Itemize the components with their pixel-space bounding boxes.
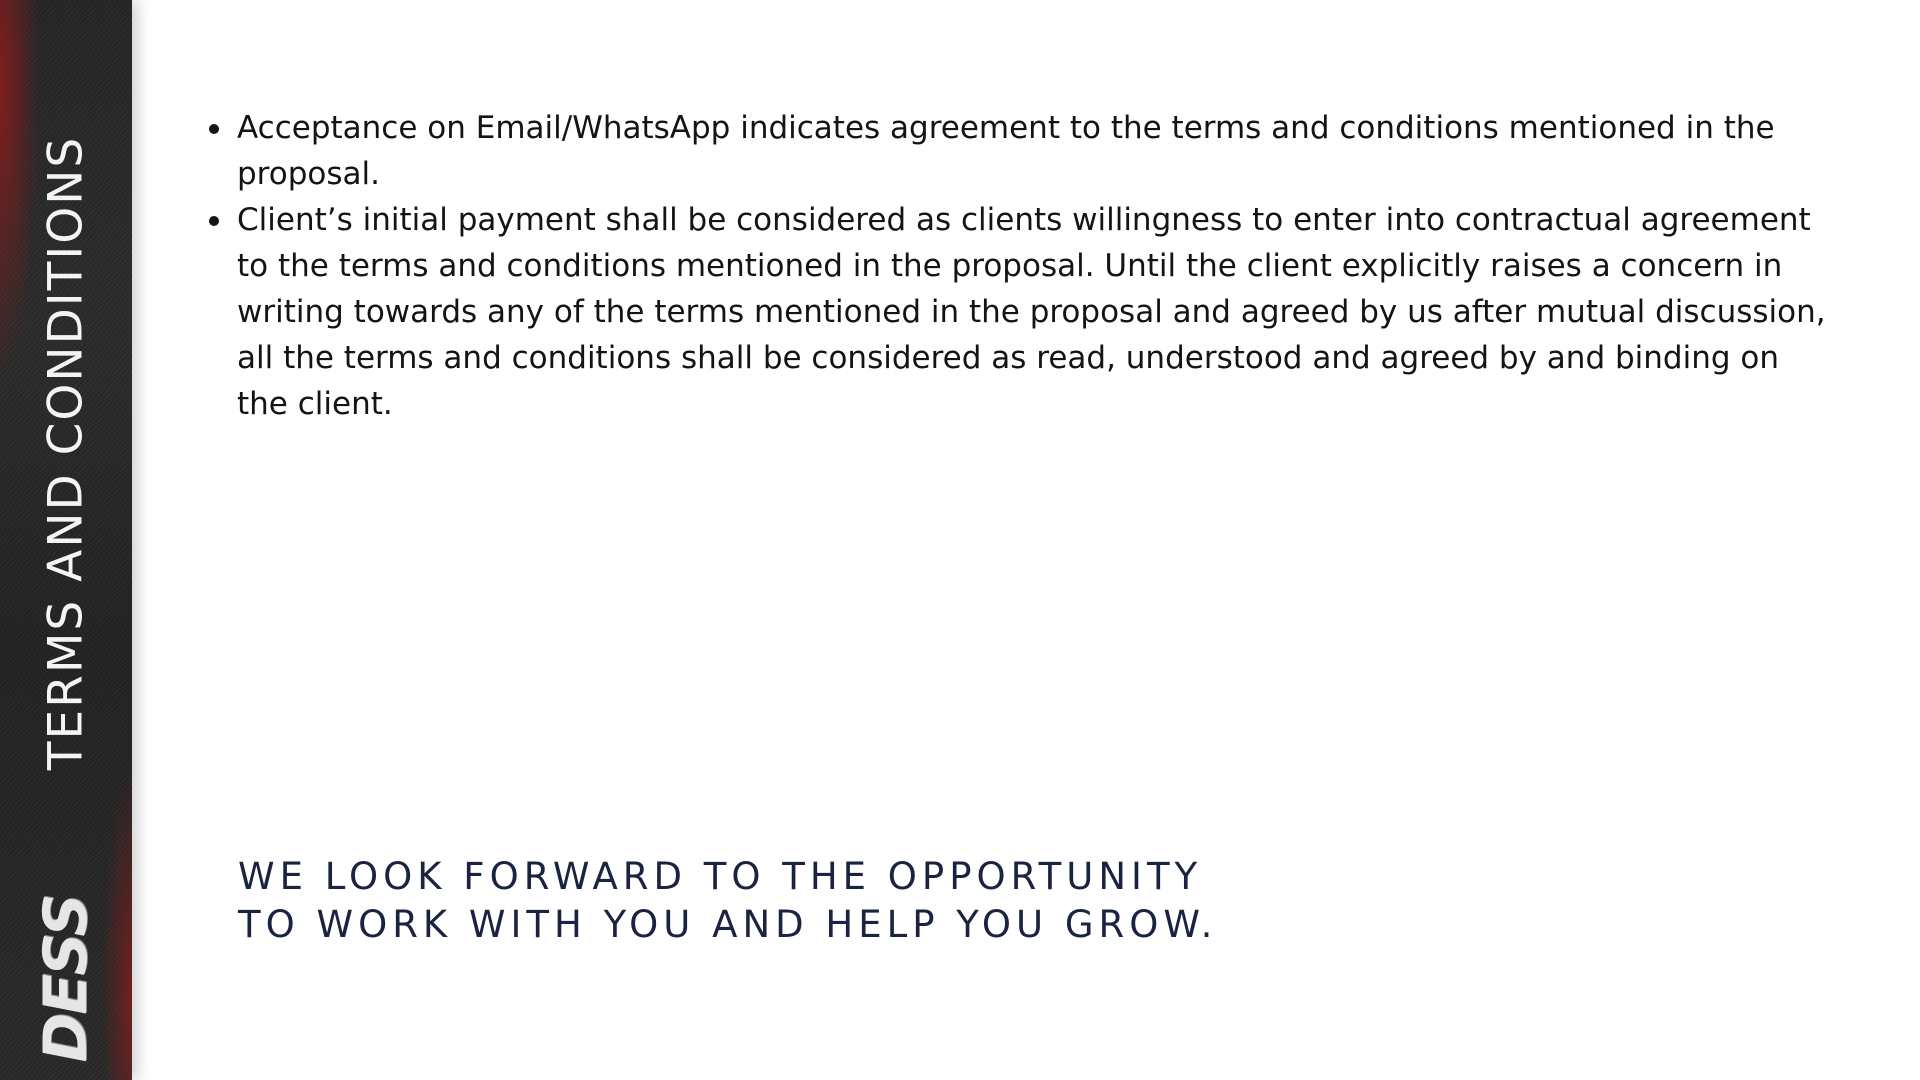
closing-line-1: WE LOOK FORWARD TO THE OPPORTUNITY — [238, 855, 1203, 898]
terms-list-item — [206, 105, 1826, 197]
sidebar — [0, 0, 132, 1080]
closing-line-2: TO WORK WITH YOU AND HELP YOU GROW. — [238, 903, 1218, 946]
brand-logo: DESS — [31, 895, 101, 1063]
terms-list-item — [206, 197, 1826, 427]
terms-list — [206, 105, 1826, 427]
terms-item-text: Acceptance on Email/WhatsApp indicates agreement to the terms and conditions mentioned in the proposal. — [237, 110, 1775, 192]
closing-message — [238, 853, 1217, 949]
bullet-icon — [209, 216, 219, 226]
bullet-icon — [209, 124, 219, 134]
sidebar-title: TERMS AND CONDITIONS — [38, 135, 94, 771]
terms-item-text: Client’s initial payment shall be considered as clients willingness to enter into contractual agreement to the terms and conditions mentioned in the proposal. Until the client explicitly raises a concern in writing towards any of the terms mentioned in the proposal and agreed by us after mutual discussion, all the terms and conditions shall be considered as read, understood and agreed by and binding on the client. — [237, 202, 1826, 422]
